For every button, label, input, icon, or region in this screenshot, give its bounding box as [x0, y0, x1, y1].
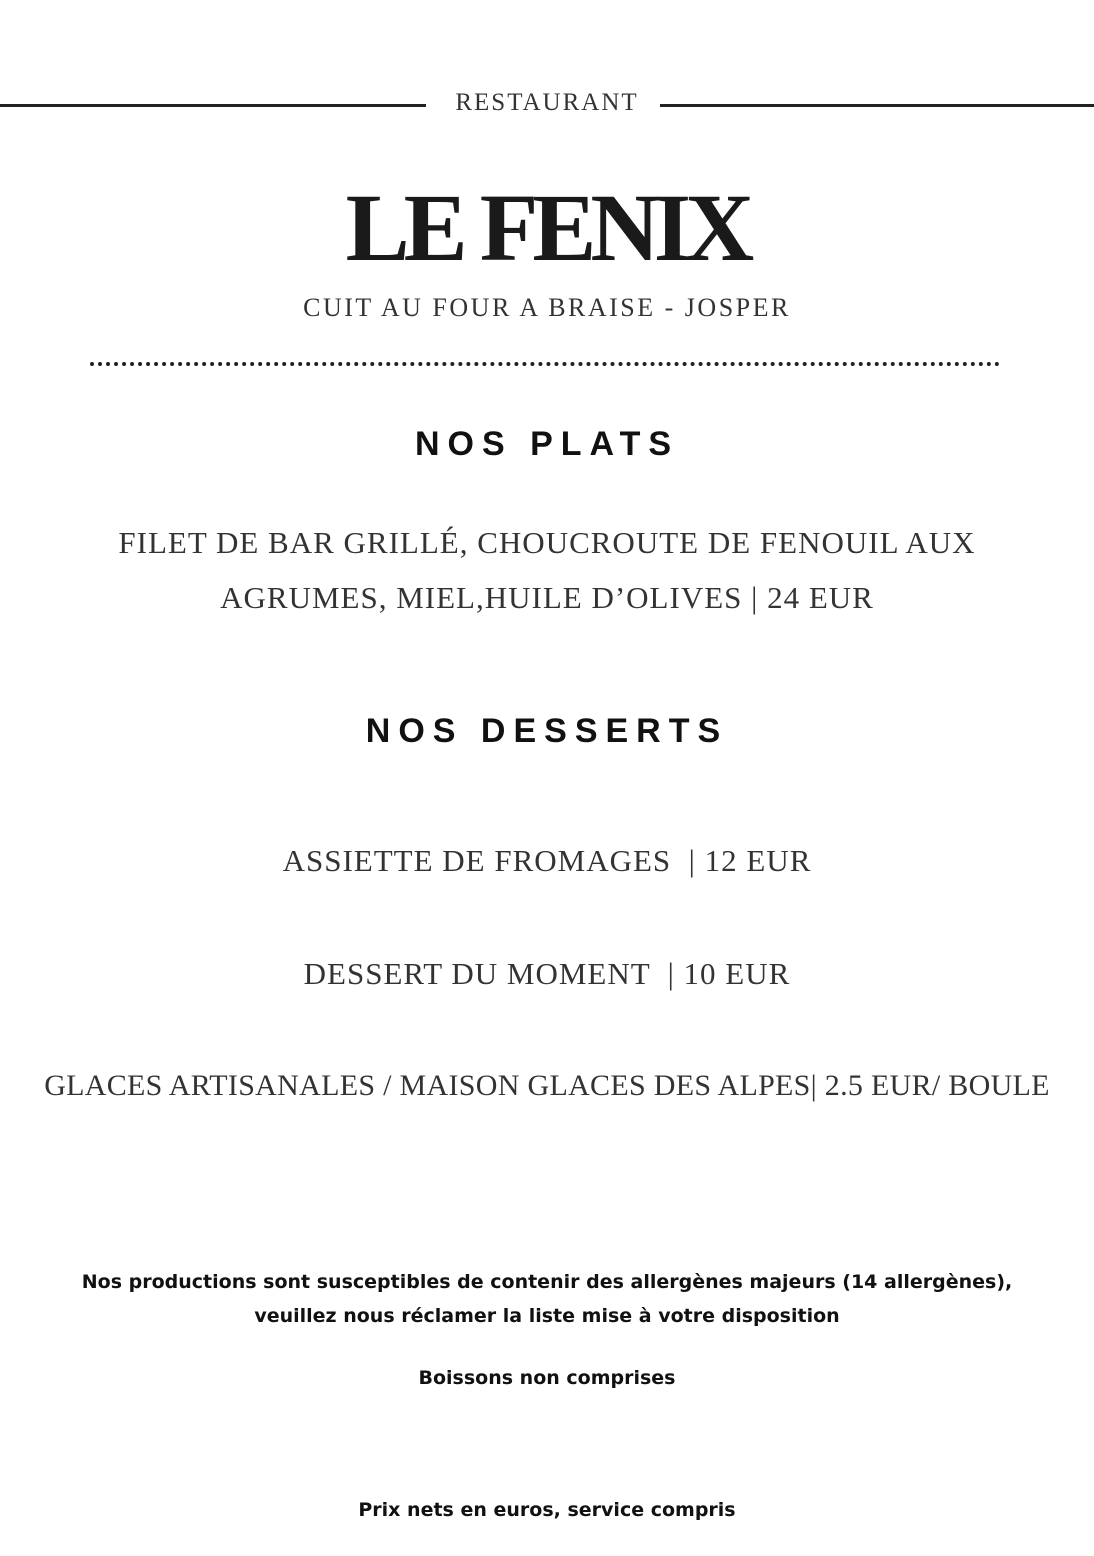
dessert-item-cheese: ASSIETTE DE FROMAGES | 12 EUR: [282, 843, 812, 878]
section-heading-plats: NOS PLATS: [414, 425, 680, 463]
header-kicker: RESTAURANT: [455, 89, 639, 116]
allergens-note-line2: veuillez nous réclamer la liste mise à votre disposition: [254, 1305, 840, 1327]
plat-item-line1: FILET DE BAR GRILLÉ, CHOUCROUTE DE FENOUIL AUX: [118, 525, 976, 560]
dotted-divider: [90, 362, 1000, 366]
drinks-note: Boissons non comprises: [418, 1367, 676, 1389]
restaurant-title: LE FENIX: [345, 174, 749, 281]
allergens-note-line1: Nos productions sont susceptibles de contenir des allergènes majeurs (14 allergènes),: [81, 1271, 1013, 1293]
section-heading-desserts: NOS DESSERTS: [365, 712, 729, 750]
prices-note: Prix nets en euros, service compris: [358, 1499, 736, 1521]
restaurant-subtitle: CUIT AU FOUR A BRAISE - JOSPER: [303, 293, 791, 322]
dessert-item-ice-cream: GLACES ARTISANALES / MAISON GLACES DES ALPES| 2.5 EUR/ BOULE: [44, 1069, 1050, 1102]
dessert-item-moment: DESSERT DU MOMENT | 10 EUR: [303, 956, 791, 991]
plat-item-line2: AGRUMES, MIEL,HUILE D’OLIVES | 24 EUR: [220, 580, 874, 615]
